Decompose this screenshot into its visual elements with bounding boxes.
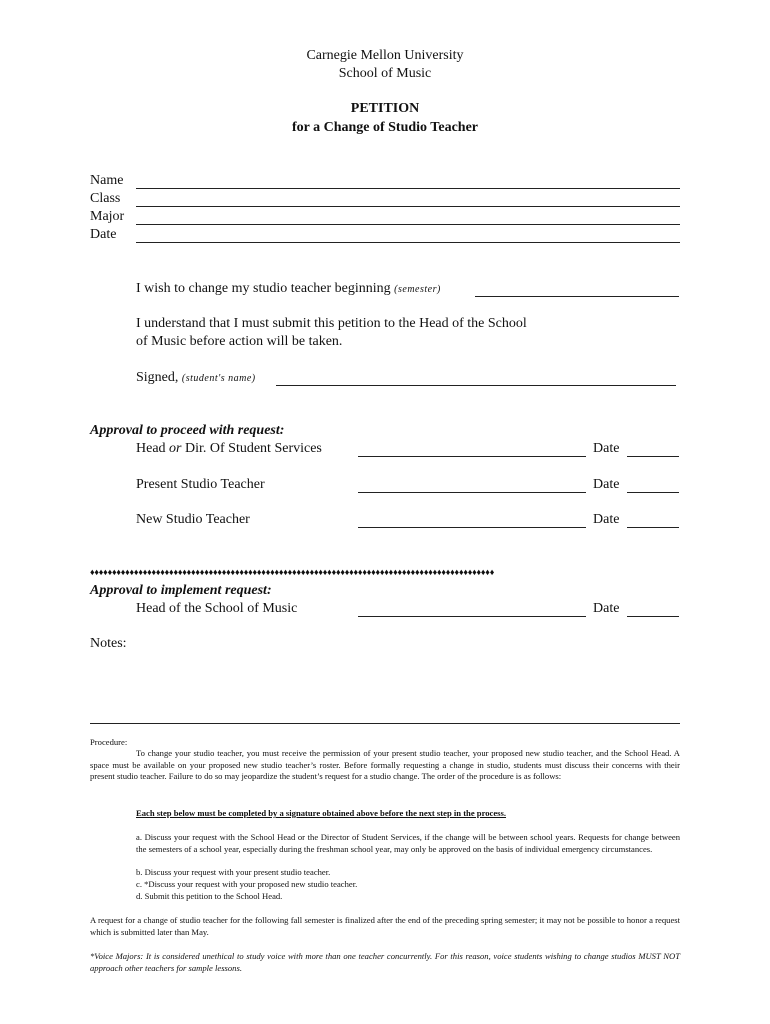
notes-line[interactable] xyxy=(90,723,680,724)
new-teacher-role: New Studio Teacher xyxy=(136,512,250,527)
date-label: Date xyxy=(90,227,117,242)
head-date-line[interactable] xyxy=(627,456,679,457)
head-role: Head or Dir. Of Student Services xyxy=(136,441,322,456)
step-d: d. Submit this petition to the School Head. xyxy=(136,891,283,901)
wish-text: I wish to change my studio teacher beginning xyxy=(136,281,391,296)
form-title: PETITION xyxy=(350,101,420,116)
head-date-label: Date xyxy=(593,441,620,456)
new-teacher-row xyxy=(136,512,680,530)
name-line[interactable] xyxy=(136,188,680,189)
signed-text: Signed, xyxy=(136,370,179,385)
name-field[interactable] xyxy=(90,173,680,191)
class-field[interactable] xyxy=(90,191,680,209)
step-c: c. *Discuss your request with your proposed new studio teacher. xyxy=(136,879,358,889)
present-teacher-date-label: Date xyxy=(593,477,620,492)
head-signature-line[interactable] xyxy=(358,456,586,457)
wish-hint: (semester) xyxy=(394,284,441,295)
signed-label xyxy=(136,370,256,386)
step-a: a. Discuss your request with the School Head or the Director of Student Services, if the change will be between school years. Requests for change between the semesters of a school year, especially during the freshman school year, may only be approved on the basis of individual emergency circumstances. xyxy=(136,832,680,854)
new-teacher-date-line[interactable] xyxy=(627,527,679,528)
new-teacher-signature-line[interactable] xyxy=(358,527,586,528)
major-field[interactable] xyxy=(90,209,680,227)
present-teacher-date-line[interactable] xyxy=(627,492,679,493)
school-name: School of Music xyxy=(338,66,432,81)
step-note: Each step below must be completed by a signature obtained above before the next step in the process. xyxy=(136,808,507,818)
semester-line[interactable] xyxy=(475,296,679,297)
present-teacher-signature-line[interactable] xyxy=(358,492,586,493)
new-teacher-date-label: Date xyxy=(593,512,620,527)
wish-statement xyxy=(136,281,441,297)
head-approval-row xyxy=(136,441,680,459)
procedure-paragraph: To change your studio teacher, you must receive the permission of your present studio teacher, your proposed new studio teacher, and the School Head. A space must be available on your proposed new studio teacher’s roster. Before formally requesting a change in studio, students must discuss their concerns with their present studio teacher. Failure to do so may jeopardize the student’s request for a studio change. The order of the procedure is as follows: xyxy=(90,748,680,782)
school-head-date-line[interactable] xyxy=(627,616,679,617)
school-head-role: Head of the School of Music xyxy=(136,601,298,616)
major-line[interactable] xyxy=(136,224,680,225)
deadline-note: A request for a change of studio teacher for the following fall semester is finalized after the end of the preceding spring semester; it may not be possible to honor a request which is submitted later than May. xyxy=(90,915,680,937)
understand-line-1: I understand that I must submit this petition to the Head of the School xyxy=(136,316,527,331)
notes-label: Notes: xyxy=(90,636,127,651)
procedure-label: Procedure: xyxy=(90,737,128,747)
approval-proceed-title: Approval to proceed with request: xyxy=(90,423,285,438)
student-signature-line[interactable] xyxy=(276,385,676,386)
school-head-signature-line[interactable] xyxy=(358,616,586,617)
signed-hint: (student's name) xyxy=(181,373,256,384)
voice-majors-note: *Voice Majors: It is considered unethical to study voice with more than one teacher concurrently. For this reason, voice students wishing to change studios MUST NOT approach other teachers for sample lessons. xyxy=(90,951,680,973)
date-field[interactable] xyxy=(90,227,680,245)
understand-line-2: of Music before action will be taken. xyxy=(136,334,343,349)
step-b: b. Discuss your request with your present studio teacher. xyxy=(136,867,331,877)
name-label: Name xyxy=(90,173,124,188)
diamond-separator: ♦♦♦♦♦♦♦♦♦♦♦♦♦♦♦♦♦♦♦♦♦♦♦♦♦♦♦♦♦♦♦♦♦♦♦♦♦♦♦♦♦♦♦♦♦♦♦♦♦♦♦♦♦♦♦♦♦♦♦♦♦♦♦♦♦♦♦♦♦♦♦♦♦♦♦♦♦♦♦♦♦♦♦♦♦♦♦♦♦♦♦♦ xyxy=(90,567,495,577)
school-head-date-label: Date xyxy=(593,601,620,616)
present-teacher-role: Present Studio Teacher xyxy=(136,477,265,492)
class-line[interactable] xyxy=(136,206,680,207)
major-label: Major xyxy=(90,209,125,224)
date-line[interactable] xyxy=(136,242,680,243)
present-teacher-row xyxy=(136,477,680,495)
university-name: Carnegie Mellon University xyxy=(306,48,464,63)
class-label: Class xyxy=(90,191,121,206)
form-subtitle: for a Change of Studio Teacher xyxy=(291,120,479,135)
school-head-row xyxy=(136,601,680,619)
approval-implement-title: Approval to implement request: xyxy=(90,583,272,598)
